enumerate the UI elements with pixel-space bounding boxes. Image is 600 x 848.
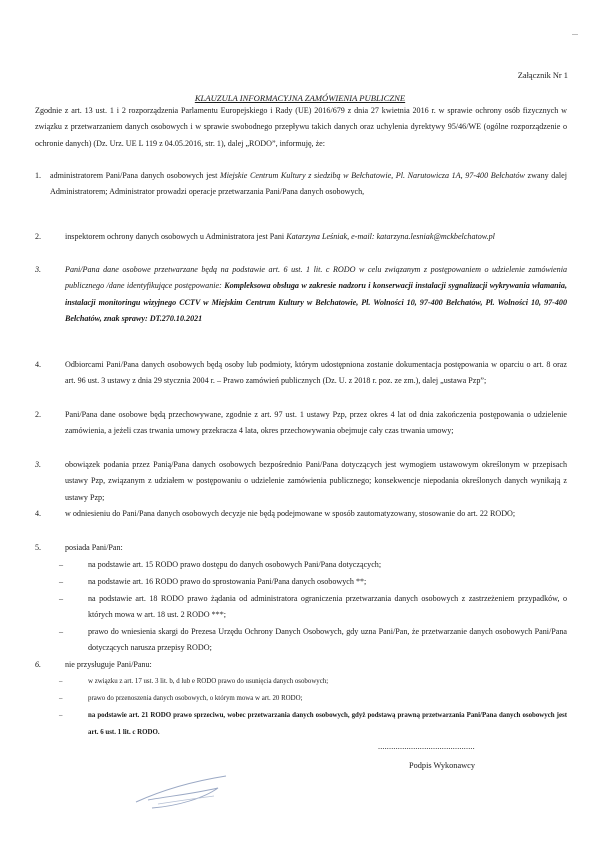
no-right-objection: na podstawie art. 21 RODO prawo sprzeciwu, wobec przetwarzania danych osobowych, gdyż podstawą prawną przetwarzania Pani/Pana danych osobowych jest art. 6 ust. 1 lit. c RODO. [88, 712, 567, 736]
right-access: na podstawie art. 15 RODO prawo dostępu do danych osobowych Pani/Pana dotyczących; [88, 560, 382, 569]
item-number: 3. [35, 265, 42, 274]
item-number: 2. [35, 410, 42, 419]
no-right-portability: prawo do przenoszenia danych osobowych, o którym mowa w art. 20 RODO; [88, 695, 303, 702]
dash-bullet: – [59, 695, 63, 702]
item-automation: w odniesieniu do Pani/Pana danych osobowych decyzje nie będą podejmowane w sposób zautomatyzowany, stosowanie do art. 22 RODO; [65, 509, 516, 518]
item-number: 4. [35, 360, 42, 369]
dash-bullet: – [59, 627, 64, 636]
item-text-tail: zwany dalej Administratorem; Administrator prowadzi operacje przetwarzania Pani/Pana danych osobowych, [50, 171, 568, 197]
item-inspector [65, 229, 567, 245]
item-no-rights-heading: nie przysługuje Pani/Panu: [65, 660, 152, 669]
item-administrator [50, 168, 567, 201]
right-restriction: na podstawie art. 18 RODO prawo żądania od administratora ograniczenia przetwarzania danych osobowych z zastrzeżeniem przypadków, o których mowa w art. 18 ust. 2 RODO ***; [88, 594, 567, 620]
dash-bullet: – [59, 560, 64, 569]
intro-paragraph: Zgodnie z art. 13 ust. 1 i 2 rozporządzenia Parlamentu Europejskiego i Rady (UE) 2016/679 z dnia 27 kwietnia 2016 r. w sprawie ochrony osób fizycznych w związku z przetwarzaniem danych osobowych i w sprawie swobodnego przepływu takich danych oraz uchylenia dyrektywy 95/46/WE (ogólne rozporządzenie o ochronie danych) (Dz. Urz. UE L 119 z 04.05.2016, str. 1), dalej „RODO”, informuję, że: [35, 106, 567, 148]
signature-line: ............................................ [378, 742, 475, 751]
item-number: 3. [35, 460, 42, 469]
dash-bullet: – [59, 712, 63, 719]
item-rights-heading: posiada Pani/Pan: [65, 543, 123, 552]
inspector-email: e-mail: katarzyna.lesniak@mckbelchatow.pl [349, 232, 495, 241]
no-right-erasure: w związku z art. 17 ust. 3 lit. b, d lub e RODO prawo do usunięcia danych osobowych; [88, 678, 329, 685]
right-complaint: prawo do wniesienia skargi do Prezesa Urzędu Ochrony Danych Osobowych, gdy uzna Pani/Pan, że przetwarzanie danych osobowych Pani/Pana dotyczących narusza przepisy RODO; [88, 627, 567, 653]
right-rectification: na podstawie art. 16 RODO prawo do sprostowania Pani/Pana danych osobowych **; [88, 577, 367, 586]
item-retention: Pani/Pana dane osobowe będą przechowywane, zgodnie z art. 97 ust. 1 ustawy Pzp, przez okres 4 lat od dnia zakończenia postępowania o udzielenie zamówienia, a jeżeli czas trwania umowy przekracza 4 lata, okres przechowywania obejmuje cały czas trwania umowy; [65, 410, 567, 436]
item-obligation: obowiązek podania przez Panią/Pana danych osobowych bezpośrednio Pani/Pana dotyczących jest wymogiem ustawowym określonym w przepisach ustawy Pzp, związanym z udziałem w postępowaniu o udzielenie zamówienia publicznego; konsekwencje niepodania określonych danych wynikają z ustawy Pzp; [65, 460, 567, 502]
item-text: Pani/Pana dane osobowe przetwarzane będą na podstawie art. 6 ust. 1 lit. c RODO w celu związanym z postępowaniem o udzielenie zamówienia publicznego /dane identyfikujące postępowanie: [65, 265, 567, 291]
document-title: KLAUZULA INFORMACYJNA ZAMÓWIENIA PUBLICZNE [194, 93, 406, 103]
item-number: 1. [35, 171, 42, 180]
annex-label: Załącznik Nr 1 [517, 71, 568, 80]
item-number: 2. [35, 232, 42, 241]
inspector-name: Katarzyna Leśniak, [286, 232, 350, 241]
item-text: inspektorem ochrony danych osobowych u Administratora jest Pani [65, 232, 287, 241]
dash-bullet: – [59, 577, 64, 586]
dash-bullet: – [59, 594, 64, 603]
item-purpose [65, 262, 567, 328]
item-text: administratorem Pani/Pana danych osobowych jest [50, 171, 220, 180]
item-number: 5. [35, 543, 42, 552]
item-number: 4. [35, 509, 42, 518]
dash-bullet: – [59, 678, 63, 685]
handwritten-signature [118, 768, 238, 818]
procurement-name: Kompleksowa obsługa w zakresie nadzoru i konserwacji instalacji sygnalizacji wykrywania włamania, instalacji monitoringu wizyjnego CCTV w Miejskim Centrum Kultury w Bełchatowie, Pl. Wolności 10, 97-400 Bełchatów, Pl. Wolności 10, 97-400 Bełchatów, znak sprawy: DT.270.10.2021 [65, 281, 567, 324]
item-administrator-name: Miejskie Centrum Kultury z siedzibą w Bełchatowie, Pl. Narutowicza 1A, 97-400 Bełchatów [219, 171, 525, 180]
item-recipients: Odbiorcami Pani/Pana danych osobowych będą osoby lub podmioty, którym udostępniona zostanie dokumentacja postępowania w oparciu o art. 8 oraz art. 96 ust. 3 ustawy z dnia 29 stycznia 2004 r. – Prawo zamówień publicznych (Dz. U. z 2018 r. poz. ze zm.), dalej „ustawa Pzp”; [65, 360, 567, 386]
signature-label: Podpis Wykonawcy [409, 761, 475, 770]
item-number: 6. [35, 660, 42, 669]
scan-mark [572, 34, 578, 35]
